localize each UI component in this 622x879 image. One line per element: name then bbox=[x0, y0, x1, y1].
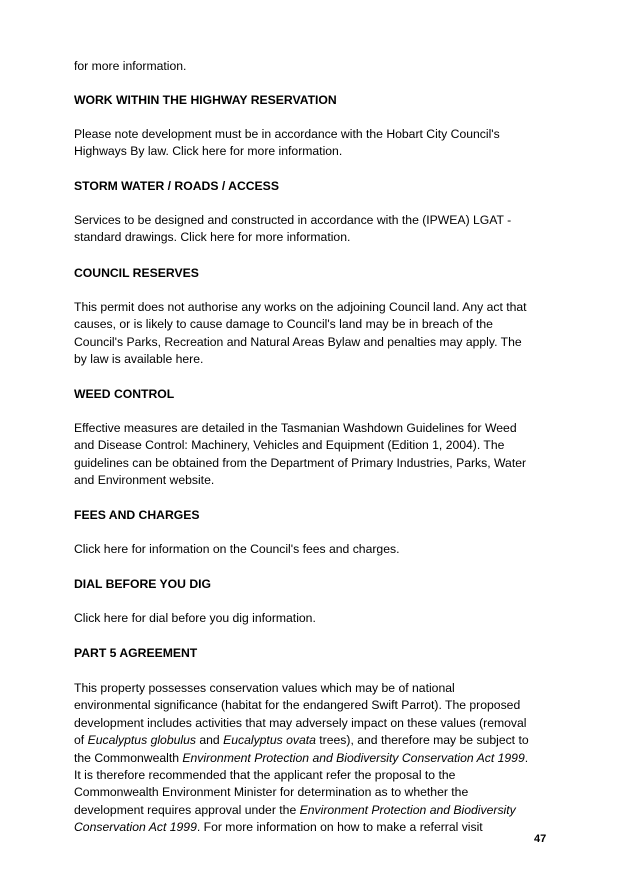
line: and Disease Control: Machinery, Vehicles and Equipment (Edition 1, 2004). The bbox=[74, 438, 505, 453]
line: Highways By law. Click here for more information. bbox=[74, 144, 343, 159]
line: This permit does not authorise any works on the adjoining Council land. Any act that bbox=[74, 300, 527, 314]
heading-storm-water: STORM WATER / ROADS / ACCESS bbox=[74, 179, 279, 193]
line: This property possesses conservation values which may be of national bbox=[74, 681, 455, 695]
line: Click here for information on the Council's fees and charges. bbox=[74, 542, 400, 556]
line: It is therefore recommended that the applicant refer the proposal to the bbox=[74, 768, 456, 783]
body-highway-reservation bbox=[74, 126, 554, 161]
line: Conservation Act 1999. For more information on how to make a referral visit bbox=[74, 820, 483, 835]
line: Council's Parks, Recreation and Natural Areas Bylaw and penalties may apply. The bbox=[74, 334, 522, 349]
line: Please note development must be in accordance with the Hobart City Council's bbox=[74, 127, 500, 141]
body-part5-agreement bbox=[74, 680, 554, 837]
line: Services to be designed and constructed in accordance with the (IPWEA) LGAT - bbox=[74, 213, 512, 227]
line: Commonwealth Environment Minister for determination as to whether the bbox=[74, 785, 469, 800]
line: development requires approval under the Environment Protection and Biodiversity bbox=[74, 802, 516, 817]
body-council-reserves bbox=[74, 299, 554, 369]
continuation-text: for more information. bbox=[74, 59, 187, 73]
line: environmental significance (habitat for the endangered Swift Parrot). The proposed bbox=[74, 698, 521, 713]
body-dial-before-you-dig bbox=[74, 610, 554, 627]
line: Effective measures are detailed in the Tasmanian Washdown Guidelines for Weed bbox=[74, 421, 517, 435]
heading-council-reserves: COUNCIL RESERVES bbox=[74, 266, 199, 280]
body-fees-charges bbox=[74, 541, 554, 558]
line: guidelines can be obtained from the Department of Primary Industries, Parks, Water bbox=[74, 455, 527, 470]
page-number: 47 bbox=[534, 833, 547, 845]
heading-weed-control: WEED CONTROL bbox=[74, 387, 175, 401]
heading-highway-reservation: WORK WITHIN THE HIGHWAY RESERVATION bbox=[74, 93, 337, 107]
body-weed-control bbox=[74, 420, 554, 490]
heading-part5-agreement: PART 5 AGREEMENT bbox=[74, 646, 198, 660]
heading-fees-charges: FEES AND CHARGES bbox=[74, 508, 200, 522]
line: of Eucalyptus globulus and Eucalyptus ovata trees), and therefore may be subject to bbox=[74, 733, 529, 748]
line: and Environment website. bbox=[74, 473, 215, 488]
line: standard drawings. Click here for more information. bbox=[74, 230, 351, 245]
line: causes, or is likely to cause damage to Council's land may be in breach of the bbox=[74, 317, 493, 332]
line: by law is available here. bbox=[74, 352, 204, 367]
heading-dial-before-you-dig: DIAL BEFORE YOU DIG bbox=[74, 577, 212, 591]
line: the Commonwealth Environment Protection and Biodiversity Conservation Act 1999. bbox=[74, 750, 529, 765]
line: Click here for dial before you dig information. bbox=[74, 611, 316, 625]
body-storm-water bbox=[74, 212, 554, 247]
line: development includes activities that may adversely impact on these values (removal bbox=[74, 715, 527, 730]
